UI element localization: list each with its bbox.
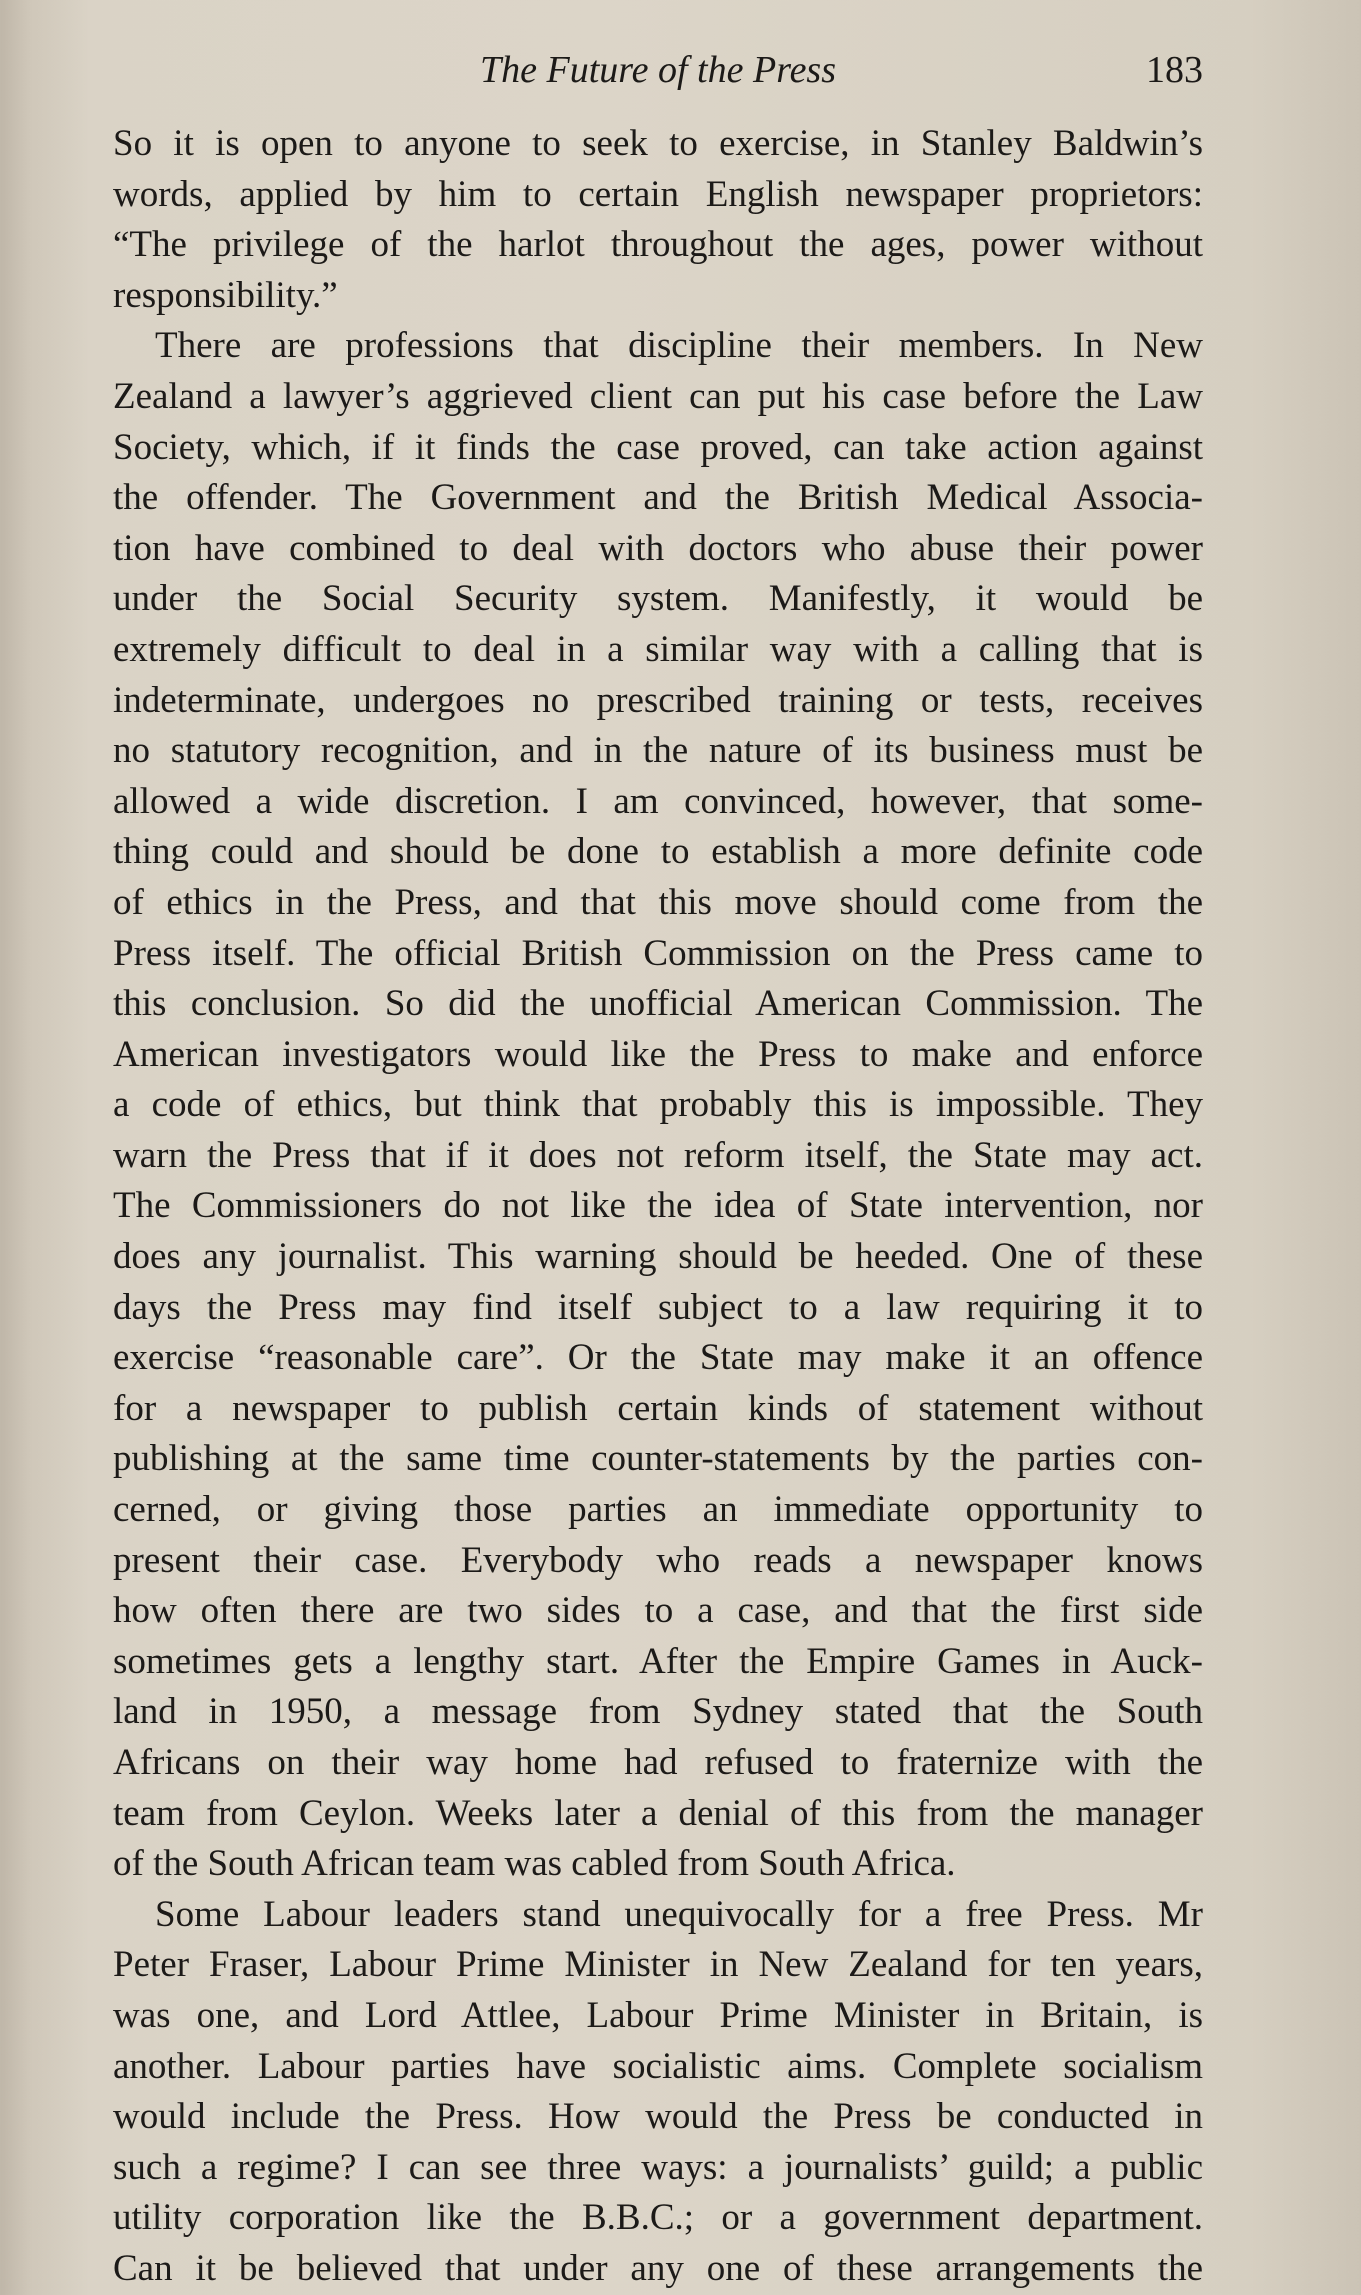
body-text bbox=[113, 119, 1203, 2295]
text-line: responsibility.” bbox=[113, 274, 338, 316]
text-line: indeterminate, undergoes no prescribed training or tests, receives bbox=[113, 679, 1203, 721]
text-line: So it is open to anyone to seek to exercise, in Stanley Baldwin’s bbox=[113, 123, 1203, 164]
text-line: of the South African team was cabled from South Africa. bbox=[113, 1843, 956, 1885]
text-line: publishing at the same time counter-statements by the parties con- bbox=[113, 1438, 1203, 1480]
text-line: Some Labour leaders stand unequivocally for a free Press. Mr bbox=[155, 1893, 1203, 1935]
text-line: allowed a wide discretion. I am convinced, however, that some- bbox=[113, 780, 1203, 822]
text-line: words, applied by him to certain English newspaper proprietors: bbox=[113, 173, 1203, 215]
text-line: was one, and Lord Attlee, Labour Prime Minister in Britain, is bbox=[113, 1994, 1203, 2036]
text-line: sometimes gets a lengthy start. After the Empire Games in Auck- bbox=[113, 1640, 1203, 1682]
text-line: no statutory recognition, and in the nature of its business must be bbox=[113, 730, 1203, 772]
text-line: another. Labour parties have socialistic aims. Complete socialism bbox=[113, 2045, 1203, 2087]
text-line: There are professions that discipline their members. In New bbox=[155, 325, 1203, 367]
text-line: cerned, or giving those parties an immediate opportunity to bbox=[113, 1489, 1203, 1531]
text-line: Africans on their way home had refused to fraternize with the bbox=[113, 1742, 1203, 1783]
page-number: 183 bbox=[1146, 49, 1203, 91]
text-line: utility corporation like the B.B.C.; or a government department. bbox=[113, 2197, 1203, 2239]
text-line: thing could and should be done to establish a more definite code bbox=[113, 831, 1203, 873]
text-line: how often there are two sides to a case, and that the first side bbox=[113, 1590, 1203, 1632]
text-line: of ethics in the Press, and that this move should come from the bbox=[113, 881, 1203, 923]
text-line: land in 1950, a message from Sydney stated that the South bbox=[113, 1691, 1203, 1733]
text-line: does any journalist. This warning should be heeded. One of these bbox=[113, 1236, 1203, 1278]
text-line: the offender. The Government and the British Medical Associa- bbox=[113, 477, 1203, 519]
text-line: under the Social Security system. Manifestly, it would be bbox=[113, 578, 1203, 620]
text-line: this conclusion. So did the unofficial American Commission. The bbox=[113, 983, 1203, 1025]
text-line: such a regime? I can see three ways: a journalists’ guild; a public bbox=[113, 2146, 1203, 2188]
text-line: extremely difficult to deal in a similar way with a calling that is bbox=[113, 628, 1203, 670]
text-line: warn the Press that if it does not reform itself, the State may act. bbox=[113, 1134, 1203, 1176]
text-line: a code of ethics, but think that probably this is impossible. They bbox=[113, 1084, 1203, 1126]
text-line: would include the Press. How would the Press be conducted in bbox=[113, 2096, 1203, 2138]
text-line: Press itself. The official British Commission on the Press came to bbox=[113, 932, 1203, 974]
text-line: Zealand a lawyer’s aggrieved client can put his case before the Law bbox=[113, 375, 1203, 417]
text-line: The Commissioners do not like the idea of State intervention, nor bbox=[113, 1185, 1203, 1227]
text-line: team from Ceylon. Weeks later a denial of this from the manager bbox=[113, 1792, 1203, 1834]
text-line: American investigators would like the Press to make and enforce bbox=[113, 1033, 1203, 1075]
text-line: Can it be believed that under any one of these arrangements the bbox=[113, 2247, 1203, 2289]
text-line: Peter Fraser, Labour Prime Minister in New Zealand for ten years, bbox=[113, 1944, 1203, 1986]
text-line: “The privilege of the harlot throughout the ages, power without bbox=[113, 224, 1203, 266]
page-header bbox=[113, 48, 1203, 98]
text-line: days the Press may find itself subject to a law requiring it to bbox=[113, 1286, 1203, 1328]
text-line: present their case. Everybody who reads a newspaper knows bbox=[113, 1539, 1203, 1581]
text-line: for a newspaper to publish certain kinds of statement without bbox=[113, 1387, 1203, 1429]
text-line: tion have combined to deal with doctors who abuse their power bbox=[113, 527, 1203, 569]
text-line: Society, which, if it finds the case proved, can take action against bbox=[113, 426, 1203, 468]
text-line: exercise “reasonable care”. Or the State may make it an offence bbox=[113, 1337, 1203, 1379]
running-title: The Future of the Press bbox=[479, 49, 837, 91]
